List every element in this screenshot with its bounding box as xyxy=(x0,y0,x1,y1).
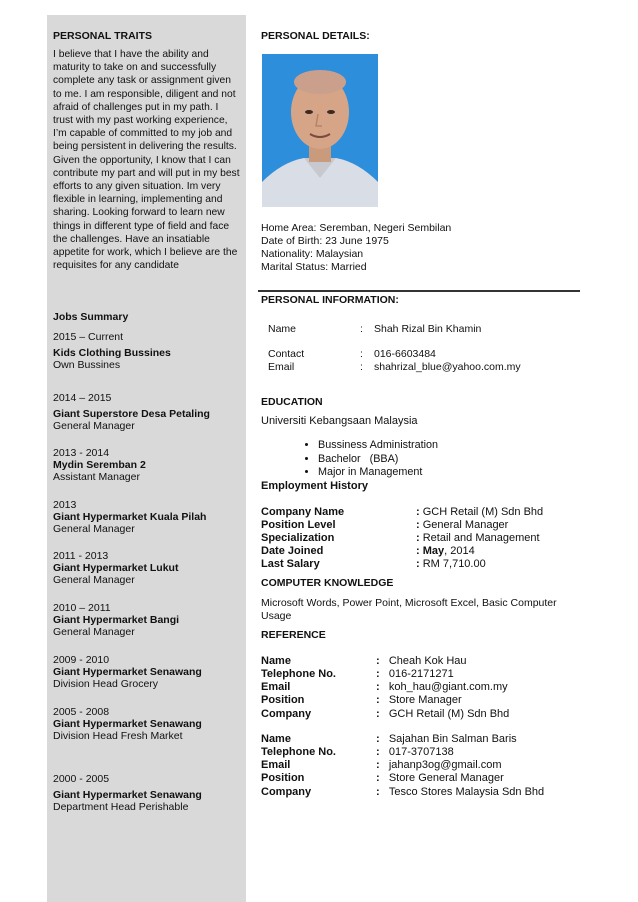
reference-heading: REFERENCE xyxy=(261,629,326,641)
reference-label: Email xyxy=(261,759,291,771)
university-name: Universiti Kebangsaan Malaysia xyxy=(261,415,418,427)
date-of-birth: Date of Birth: 23 June 1975 xyxy=(261,235,389,247)
job-date: 2000 - 2005 xyxy=(53,773,110,785)
job-role: Division Head Grocery xyxy=(53,678,159,690)
reference-label: Company xyxy=(261,708,312,720)
job-entry xyxy=(53,602,243,638)
job-entry xyxy=(53,331,243,371)
info-name-value: Shah Rizal Bin Khamin xyxy=(374,323,482,335)
education-heading: EDUCATION xyxy=(261,396,323,408)
job-company: Mydin Seremban 2 xyxy=(53,459,146,471)
profile-photo xyxy=(262,54,378,207)
info-colon: : xyxy=(360,361,363,373)
job-company: Giant Hypermarket Senawang xyxy=(53,718,202,730)
job-entry xyxy=(53,499,243,535)
reference-label: Company xyxy=(261,786,312,798)
job-role: General Manager xyxy=(53,574,135,586)
reference-label: Name xyxy=(261,655,291,667)
info-contact-label: Contact xyxy=(268,348,305,360)
reference-label: Position xyxy=(261,694,305,706)
job-role: Department Head Perishable xyxy=(53,801,189,813)
personal-information-heading: PERSONAL INFORMATION: xyxy=(261,294,399,306)
job-date: 2005 - 2008 xyxy=(53,706,110,718)
personal-details-heading: PERSONAL DETAILS: xyxy=(261,30,370,42)
job-company: Giant Hypermarket Senawang xyxy=(53,789,202,801)
marital-status: Marital Status: Married xyxy=(261,261,367,273)
employment-value: : GCH Retail (M) Sdn Bhd xyxy=(416,506,544,518)
job-entry xyxy=(53,773,243,813)
traits-text: I believe that I have the ability and maturity to take on and successfully complete any task or assignment given to me. I am responsible, diligent and not afraid of challenges put in my path. I trust with my past working experience, I’m capable of committed to my job and being persistent in delivering the results. Given the opportunity, I know that I can contribute my part and will put in my best efforts to any given situation. Im very flexible in learning, implementing and sharing. Looking forward to learn new things in different type of field and face the challenges. Have an insatiable appetite for work, which I believe are the requisites for any candidate xyxy=(53,49,240,272)
job-entry xyxy=(53,392,243,432)
employment-value: : RM 7,710.00 xyxy=(416,558,486,570)
employment-label: Date Joined xyxy=(261,545,324,557)
info-colon: : xyxy=(360,323,363,335)
job-role: General Manager xyxy=(53,523,135,535)
job-company: Giant Hypermarket Senawang xyxy=(53,666,202,678)
job-entry xyxy=(53,706,243,742)
traits-heading: PERSONAL TRAITS xyxy=(53,30,152,42)
job-company: Giant Hypermarket Kuala Pilah xyxy=(53,511,207,523)
employment-value: : Retail and Management xyxy=(416,532,540,544)
employment-label: Last Salary xyxy=(261,558,320,570)
job-date: 2009 - 2010 xyxy=(53,654,110,666)
education-item: • Bussiness Administration xyxy=(318,439,438,453)
info-contact-value: 016-6603484 xyxy=(374,348,436,360)
jobs-heading: Jobs Summary xyxy=(53,311,129,323)
reference-value: : Cheah Kok Hau xyxy=(376,655,467,667)
reference-value: : jahanp3og@gmail.com xyxy=(376,759,502,771)
job-date: 2010 – 2011 xyxy=(53,602,111,614)
job-role: General Manager xyxy=(53,420,135,432)
reference-value: : GCH Retail (M) Sdn Bhd xyxy=(376,708,510,720)
info-email-value: shahrizal_blue@yahoo.com.my xyxy=(374,361,521,373)
job-entry xyxy=(53,550,243,586)
job-role: Assistant Manager xyxy=(53,471,140,483)
education-list xyxy=(300,439,438,480)
job-company: Giant Superstore Desa Petaling xyxy=(53,408,210,420)
job-company: Kids Clothing Bussines xyxy=(53,347,171,359)
employment-heading: Employment History xyxy=(261,480,368,492)
reference-label: Telephone No. xyxy=(261,746,336,758)
job-role: Own Bussines xyxy=(53,359,121,371)
education-item: • Bachelor (BBA) xyxy=(318,453,438,467)
employment-value: : General Manager xyxy=(416,519,509,531)
job-role: Division Head Fresh Market xyxy=(53,730,183,742)
reference-label: Telephone No. xyxy=(261,668,336,680)
job-date: 2011 - 2013 xyxy=(53,550,109,562)
home-area: Home Area: Seremban, Negeri Sembilan xyxy=(261,222,452,234)
reference-value: : Store Manager xyxy=(376,694,462,706)
reference-value: : 016-2171271 xyxy=(376,668,454,680)
job-date: 2013 - 2014 xyxy=(53,447,110,459)
employment-label: Position Level xyxy=(261,519,336,531)
reference-value: : 017-3707138 xyxy=(376,746,454,758)
education-item: • Major in Management xyxy=(318,466,438,480)
computer-heading: COMPUTER KNOWLEDGE xyxy=(261,577,394,589)
job-company: Giant Hypermarket Lukut xyxy=(53,562,179,574)
job-date: 2014 – 2015 xyxy=(53,392,112,404)
info-email-label: Email xyxy=(268,361,295,373)
job-entry xyxy=(53,654,243,690)
job-company: Giant Hypermarket Bangi xyxy=(53,614,180,626)
section-divider xyxy=(258,290,580,292)
reference-value: : koh_hau@giant.com.my xyxy=(376,681,508,693)
info-colon: : xyxy=(360,348,363,360)
job-date: 2015 – Current xyxy=(53,331,124,343)
computer-text: Microsoft Words, Power Point, Microsoft Excel, Basic Computer Usage xyxy=(261,597,557,622)
reference-label: Name xyxy=(261,733,291,745)
employment-label: Company Name xyxy=(261,506,345,518)
reference-label: Email xyxy=(261,681,291,693)
job-entry xyxy=(53,447,243,483)
nationality: Nationality: Malaysian xyxy=(261,248,364,260)
reference-value: : Sajahan Bin Salman Baris xyxy=(376,733,517,745)
job-date: 2013 xyxy=(53,499,77,511)
reference-label: Position xyxy=(261,772,305,784)
info-name-label: Name xyxy=(268,323,297,335)
job-role: General Manager xyxy=(53,626,135,638)
employment-label: Specialization xyxy=(261,532,335,544)
reference-value: : Tesco Stores Malaysia Sdn Bhd xyxy=(376,786,545,798)
reference-value: : Store General Manager xyxy=(376,772,504,784)
employment-value: : May, 2014 xyxy=(416,545,475,557)
